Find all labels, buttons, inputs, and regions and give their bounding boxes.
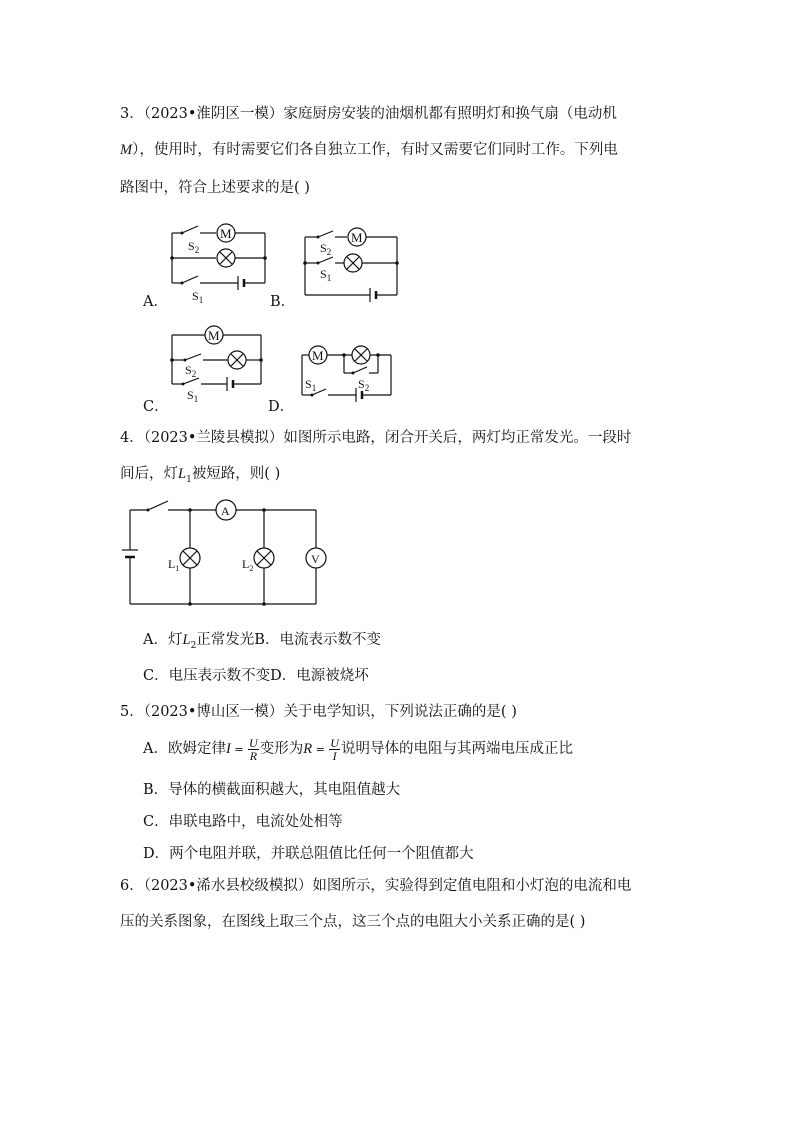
q4-l1-label: $L_1$	[168, 557, 180, 573]
q5-line-1: 5．（2023•博山区一模）关于电学知识，下列说法正确的是( )	[120, 704, 517, 720]
q3-line-2-text: ），使用时，有时需要它们各自独立工作，有时又需要它们同时工作。下列电	[132, 142, 618, 158]
q3-line-3: 路图中，符合上述要求的是( )	[120, 180, 310, 196]
q3-circuit-c	[165, 322, 270, 404]
q4-options-row-2: C．电压表示数不变D．电源被烧坏	[143, 668, 369, 684]
q5-option-c: C．串联电路中，电流处处相等	[143, 814, 343, 830]
q3-option-a: A．	[143, 294, 168, 310]
q5-option-b: B．导体的横截面积越大，其电阻值越大	[143, 782, 401, 798]
q4-line-1: 4．（2023•兰陵县模拟）如图所示电路，闭合开关后，两灯均正常发光。一段时	[120, 430, 632, 446]
q3-option-b: B．	[270, 294, 296, 310]
q3-a-s2-label: $S_2$	[188, 239, 200, 255]
q3-circuit-b	[300, 225, 410, 305]
q3-circuit-a	[160, 218, 275, 308]
q3-circuit-d	[298, 340, 408, 405]
q3-option-d: D．	[268, 399, 295, 415]
q3-c-s1-label: $S_1$	[187, 388, 199, 404]
q5-option-a: A．欧姆定律I = $\frac{U}{R}$ 变形为R = $\frac{U}{I}$ 说明导体的电阻与其两端电压成正比	[143, 735, 573, 763]
q3-a-motor-label: M	[220, 226, 232, 241]
q3-d-s2-label: $S_2$	[358, 377, 370, 393]
q3-option-c: C．	[143, 399, 169, 415]
q3-b-s2-label: $S_2$	[320, 241, 332, 257]
q3-b-motor-label: M	[351, 230, 363, 245]
q3-c-motor-label: M	[208, 328, 220, 343]
q5-option-d: D．两个电阻并联，并联总阻值比任何一个阻值都大	[143, 846, 474, 862]
q3-d-s1-label: $S_1$	[305, 377, 317, 393]
q3-motor-symbol: M	[120, 142, 133, 158]
q6-line-1: 6．（2023•浠水县校级模拟）如图所示，实验得到定值电阻和小灯泡的电流和电	[120, 878, 632, 894]
q4-ammeter-label: A	[221, 504, 230, 518]
q4-voltmeter-label: V	[311, 552, 320, 566]
q3-line-1: 3．（2023•淮阴区一模）家庭厨房安装的油烟机都有照明灯和换气扇（电动机	[120, 106, 617, 122]
q5-fraction-u-over-i: $\frac{U}{I}$	[330, 735, 339, 763]
q4-l2-label: $L_2$	[242, 557, 254, 573]
q3-d-motor-label: M	[312, 348, 324, 363]
q3-a-s1-label: $S_1$	[192, 289, 204, 305]
q5-fraction-u-over-r: $\frac{U}{R}$	[249, 735, 258, 763]
q4-options-row-1: A．灯$L_2$正常发光B．电流表示数不变	[143, 632, 381, 651]
q3-line-2	[120, 138, 618, 159]
q4-line-2: 间后，灯$L_1$被短路，则( )	[120, 466, 281, 485]
q3-b-s1-label: $S_1$	[320, 267, 332, 283]
q4-circuit	[118, 498, 333, 610]
q3-c-s2-label: $S_2$	[185, 363, 197, 379]
q6-line-2: 压的关系图象，在图线上取三个点，这三个点的电阻大小关系正确的是( )	[120, 914, 586, 930]
